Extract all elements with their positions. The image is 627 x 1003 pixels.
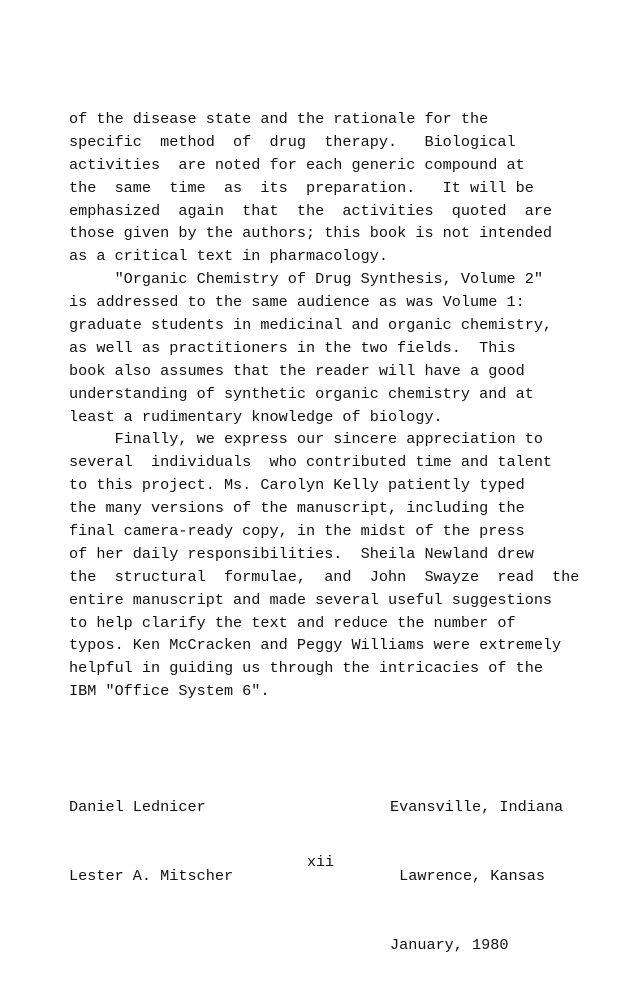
text-line: typos. Ken McCracken and Peggy Williams were extremely — [69, 636, 562, 655]
author-location: Evansville, Indiana — [390, 798, 564, 816]
text-line: the same time as its preparation. It will be — [69, 178, 534, 197]
text-line: the many versions of the manuscript, including the — [69, 499, 525, 518]
preface-body-text — [69, 108, 609, 703]
text-line: to help clarify the text and reduce the number of — [69, 613, 516, 632]
text-line: of the disease state and the rationale for the — [69, 110, 489, 128]
text-line: entire manuscript and made several useful suggestions — [69, 590, 553, 609]
text-line: is addressed to the same audience as was Volume 1: — [69, 293, 525, 312]
author-name: Lester A. Mitscher — [69, 867, 234, 885]
text-line: to this project. Ms. Carolyn Kelly patiently typed — [69, 476, 525, 495]
text-line: emphasized again that the activities quoted are — [69, 201, 553, 220]
page-number-container — [0, 852, 627, 872]
author-name: Daniel Lednicer — [69, 798, 206, 816]
text-line: those given by the authors; this book is not intended — [69, 224, 553, 243]
text-line: as a critical text in pharmacology. — [69, 247, 388, 266]
text-line: Finally, we express our sincere appreciation to — [69, 430, 543, 449]
author-signatures — [69, 750, 233, 934]
place-and-date — [390, 750, 563, 1003]
text-line: several individuals who contributed time and talent — [69, 453, 553, 472]
text-line: least a rudimentary knowledge of biology. — [69, 407, 443, 426]
text-line: specific method of drug therapy. Biological — [69, 132, 516, 151]
text-line: IBM "Office System 6". — [69, 682, 270, 701]
author-location: Lawrence, Kansas — [390, 867, 545, 885]
signature-date: January, 1980 — [390, 936, 509, 954]
text-line: final camera-ready copy, in the midst of the press — [69, 522, 525, 541]
text-line: book also assumes that the reader will have a good — [69, 361, 525, 380]
text-line: helpful in guiding us through the intricacies of the — [69, 659, 543, 678]
page-number: xii — [306, 853, 335, 871]
text-line: graduate students in medicinal and organic chemistry, — [69, 316, 553, 335]
text-line: as well as practitioners in the two fields. This — [69, 338, 516, 357]
text-line: "Organic Chemistry of Drug Synthesis, Volume 2" — [69, 270, 543, 289]
text-line: understanding of synthetic organic chemistry and at — [69, 384, 534, 403]
text-line: the structural formulae, and John Swayze read the — [69, 567, 580, 586]
text-line: of her daily responsibilities. Sheila Newland drew — [69, 544, 534, 563]
text-line: activities are noted for each generic compound at — [69, 155, 525, 174]
